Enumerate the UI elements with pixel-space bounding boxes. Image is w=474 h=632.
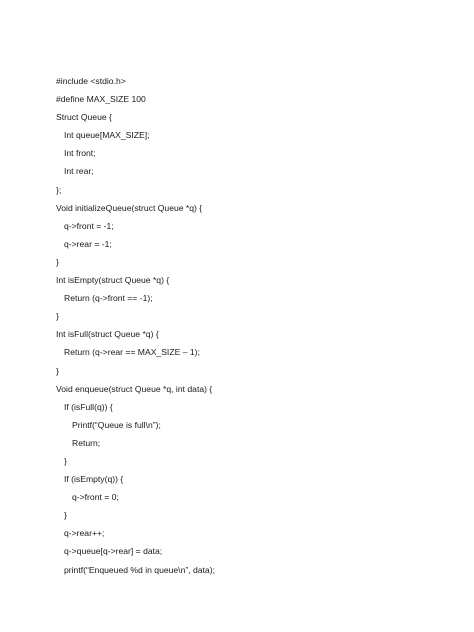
code-line: Return;	[72, 437, 101, 448]
code-line: }	[64, 455, 67, 466]
code-line: Struct Queue {	[56, 112, 112, 123]
code-line: Return (q->rear == MAX_SIZE – 1);	[64, 347, 200, 358]
code-line: }	[56, 365, 59, 376]
code-block	[56, 72, 215, 579]
code-line: q->front = 0;	[72, 492, 119, 503]
code-line: Void enqueue(struct Queue *q, int data) {	[56, 383, 213, 394]
code-line: Int isEmpty(struct Queue *q) {	[56, 275, 170, 286]
code-line: #include <stdio.h>	[56, 76, 126, 86]
code-line: Int rear;	[64, 166, 94, 177]
code-line: }	[56, 256, 59, 267]
code-line: }	[64, 510, 67, 521]
code-line: If (isFull(q)) {	[64, 401, 113, 412]
code-line: Printf(“Queue is full\n”);	[72, 419, 161, 430]
code-line: }	[56, 311, 59, 322]
code-line: q->rear = -1;	[64, 238, 112, 249]
code-line: #define MAX_SIZE 100	[56, 94, 146, 105]
code-line: Int front;	[64, 148, 96, 159]
code-line: q->front = -1;	[64, 220, 114, 231]
code-line: q->rear++;	[64, 528, 105, 539]
code-line: Int isFull(struct Queue *q) {	[56, 329, 159, 340]
code-line: };	[56, 184, 62, 195]
code-line: Return (q->front == -1);	[64, 293, 153, 304]
code-line: printf(“Enqueued %d in queue\n”, data);	[64, 564, 215, 575]
code-line: q->queue[q->rear] = data;	[64, 546, 163, 557]
code-line: If (isEmpty(q)) {	[64, 474, 124, 485]
code-line: Void initializeQueue(struct Queue *q) {	[56, 202, 203, 213]
code-line: Int queue[MAX_SIZE];	[64, 130, 150, 141]
